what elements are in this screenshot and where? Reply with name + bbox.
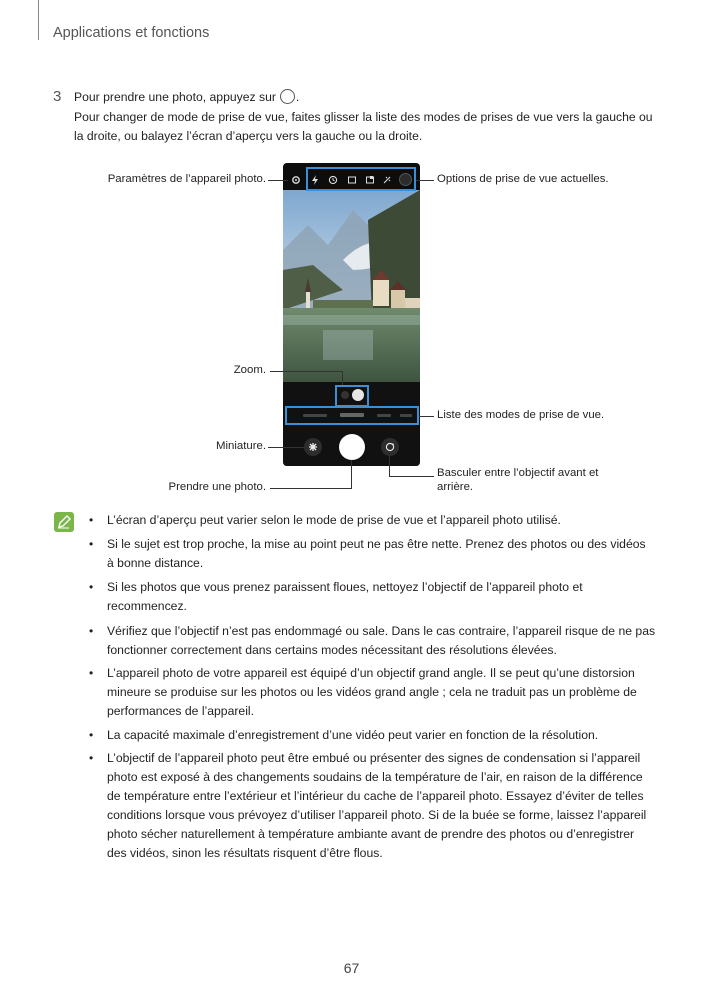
note-4-line-2: fonctionner correctement dans certains modes nécessitant des résolutions élevées. <box>107 643 557 657</box>
thumbnail-flower-icon <box>304 438 322 456</box>
header-divider <box>38 0 39 40</box>
step-number: 3 <box>53 88 62 105</box>
note-4-line-1: Vérifiez que l’objectif n’est pas endommagé ou sale. Dans le cas contraire, l’appareil risque de ne pas <box>107 624 656 638</box>
settings-callout-line <box>268 180 288 181</box>
note-7-line-5: photo sécher naturellement à température ambiante avant de prendre des photos ou d’enregistrer <box>107 827 635 841</box>
options-callout-label: Options de prise de vue actuelles. <box>437 173 609 185</box>
thumbnail-callout-label: Miniature. <box>215 440 266 452</box>
page-number: 67 <box>343 960 360 976</box>
lake-village-picture <box>283 190 420 382</box>
note-2-line-2: à bonne distance. <box>107 556 204 570</box>
modes-callout-line <box>419 416 434 417</box>
options-callout-box <box>306 167 416 191</box>
note-6-line-1: La capacité maximale d’enregistrement d’une vidéo peut varier en fonction de la résolution. <box>107 728 599 742</box>
switch-camera-button[interactable] <box>381 438 399 456</box>
shutter-callout-line-v <box>351 460 352 488</box>
settings-callout-label: Paramètres de l’appareil photo. <box>107 173 266 185</box>
mode-item[interactable] <box>400 414 412 417</box>
thumbnail-button[interactable] <box>304 438 322 456</box>
mode-item[interactable] <box>303 414 327 417</box>
switch-callout-label-2: arrière. <box>437 481 474 493</box>
step-line-2: Pour changer de mode de prise de vue, faites glisser la liste des modes de prises de vue vers la gauche ou <box>74 110 653 124</box>
note-7-line-4: conditions lorsque vous prévoyez d’utiliser l’appareil photo. Si de la buée se forme, laissez l’appareil <box>107 808 647 822</box>
bullet-dot: • <box>89 666 94 680</box>
bullet-dot: • <box>89 580 94 594</box>
note-2-line-1: Si le sujet est trop proche, la mise au point peut ne pas être nette. Prenez des photos ou des vidéos <box>107 537 646 551</box>
bullet-dot: • <box>89 513 94 527</box>
bullet-dot: • <box>89 728 94 742</box>
modes-callout-label: Liste des modes de prise de vue. <box>437 409 605 421</box>
bullet-dot: • <box>89 537 94 551</box>
note-5-line-2: mineure se produise sur les photos ou les vidéos grand angle ; cela ne traduit pas un problème de <box>107 685 637 699</box>
step-line-1-period: . <box>295 90 300 104</box>
step-line-1 <box>74 88 299 107</box>
note-3-line-1: Si les photos que vous prenez paraissent floues, nettoyez l’objectif de l’appareil photo et <box>107 580 583 594</box>
camera-preview-image <box>283 190 420 382</box>
switch-callout-label-1: Basculer entre l’objectif avant et <box>437 467 599 479</box>
zoom-callout-label: Zoom. <box>233 364 266 376</box>
note-7-line-3: de température entre l’extérieur et l’intérieur du cache de l’appareil photo. Essayez d’éviter de telles <box>107 789 644 803</box>
switch-camera-icon <box>381 438 399 456</box>
shutter-callout-line-h <box>270 488 352 489</box>
thumbnail-callout-line <box>268 447 304 448</box>
note-5-line-1: L’appareil photo de votre appareil est équipé d’un objectif grand angle. Il se peut qu’une distorsion <box>107 666 635 680</box>
switch-callout-line-v <box>389 456 390 476</box>
options-callout-line <box>416 180 434 181</box>
note-7-line-6: des vidéos, sinon les résultats risquent d’être flous. <box>107 846 383 860</box>
note-5-line-3: performances de l’appareil. <box>107 704 255 718</box>
note-1-line-1: L’écran d’aperçu peut varier selon le mode de prise de vue et l’appareil photo utilisé. <box>107 513 561 527</box>
note-3-line-2: recommencez. <box>107 599 187 613</box>
step-line-3: la droite, ou balayez l’écran d’aperçu vers la gauche ou la droite. <box>74 129 423 143</box>
step-line-1-text: Pour prendre une photo, appuyez sur <box>74 90 276 104</box>
zoom-standard-button[interactable] <box>352 389 364 401</box>
note-7-line-2: photo est exposé à des changements soudains de la température de l’air, en raison de la différence <box>107 770 643 784</box>
shutter-button[interactable] <box>339 434 365 460</box>
mode-item[interactable] <box>377 414 391 417</box>
bullet-dot: • <box>89 624 94 638</box>
mode-item-active[interactable] <box>340 413 364 417</box>
switch-callout-line-h <box>389 476 434 477</box>
bullet-dot: • <box>89 751 94 765</box>
gear-icon[interactable] <box>291 175 301 185</box>
take-photo-callout-label: Prendre une photo. <box>168 481 266 493</box>
shutter-inline-icon <box>280 89 295 104</box>
note-7-line-1: L’objectif de l’appareil photo peut être embué ou présenter des signes de condensation si l’appareil <box>107 751 641 765</box>
zoom-callout-line-h <box>270 371 342 372</box>
zoom-callout-line-v <box>342 371 343 385</box>
pencil-note-icon <box>54 512 74 532</box>
page-header-title: Applications et fonctions <box>53 25 210 41</box>
zoom-wide-button[interactable] <box>341 391 349 399</box>
